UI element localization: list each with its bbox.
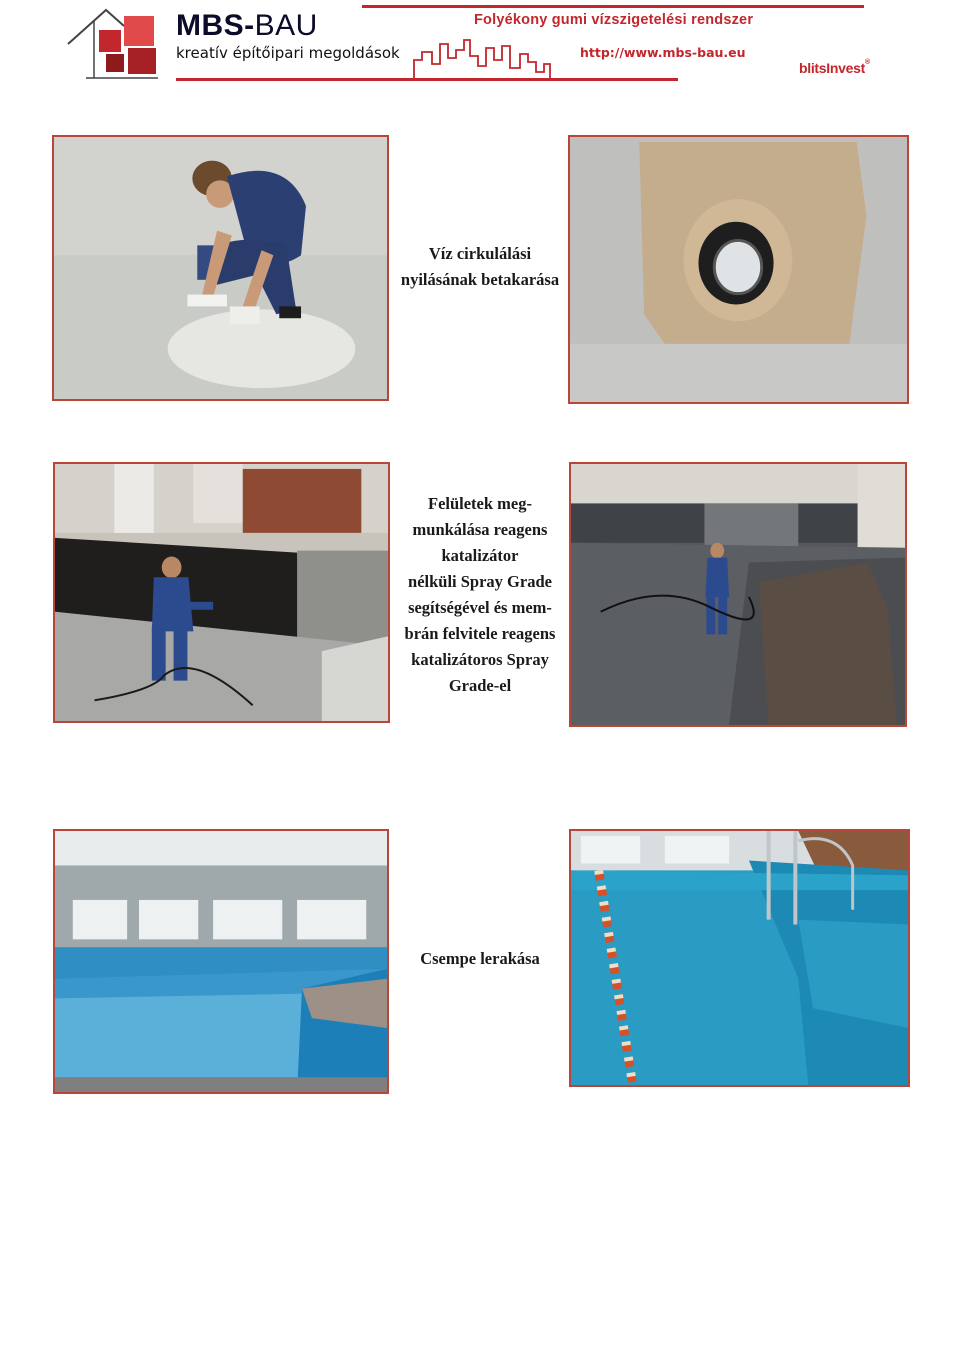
skyline-icon: [412, 38, 554, 80]
page-header: [0, 0, 960, 100]
caption-line: brán felvitele reagens: [404, 624, 556, 643]
brand-block: [176, 10, 400, 62]
site-url-link[interactable]: http://www.mbs-bau.eu: [580, 45, 746, 60]
header-top-rule: [362, 5, 864, 8]
header-bottom-rule: [176, 78, 678, 81]
caption-line: segítségével és mem-: [408, 598, 552, 617]
worker-spraying-wall-photo: [53, 462, 390, 723]
worker-spraying-pool-floor-photo: [569, 462, 907, 727]
pool-with-lane-rope-photo: [569, 829, 910, 1087]
caption-line: Víz cirkulálási: [428, 244, 532, 263]
caption-line: Felületek meg-: [427, 494, 532, 513]
caption-water-inlet: [380, 241, 580, 293]
partner-logo-text: blitsInvest: [799, 60, 865, 76]
caption-line: Grade-el: [448, 676, 512, 695]
worker-sealing-floor-photo: [52, 135, 389, 401]
caption-line: katalizátoros Spray: [411, 650, 549, 669]
brand-name-thin: BAU: [254, 9, 318, 42]
caption-line: munkálása reagens: [412, 520, 548, 539]
caption-line: nélküli Spray Grade: [408, 572, 552, 591]
brand-tagline: kreatív építőipari megoldások: [176, 44, 400, 62]
brand-name: [176, 10, 400, 42]
partner-logo: [799, 60, 870, 76]
caption-line: Csempe lerakása: [420, 949, 540, 968]
caption-line: nyilásának betakarása: [400, 270, 560, 289]
house-logo-icon: [66, 6, 160, 80]
partner-logo-mark: ®: [864, 59, 870, 66]
water-inlet-opening-photo: [568, 135, 909, 404]
caption-spray-grade: [380, 491, 580, 699]
caption-line: katalizátor: [441, 546, 519, 565]
tiled-indoor-pool-photo: [53, 829, 389, 1094]
caption-tiling: [380, 946, 580, 972]
brand-name-bold: MBS-: [176, 9, 255, 42]
system-title: Folyékony gumi vízszigetelési rendszer: [474, 12, 754, 28]
